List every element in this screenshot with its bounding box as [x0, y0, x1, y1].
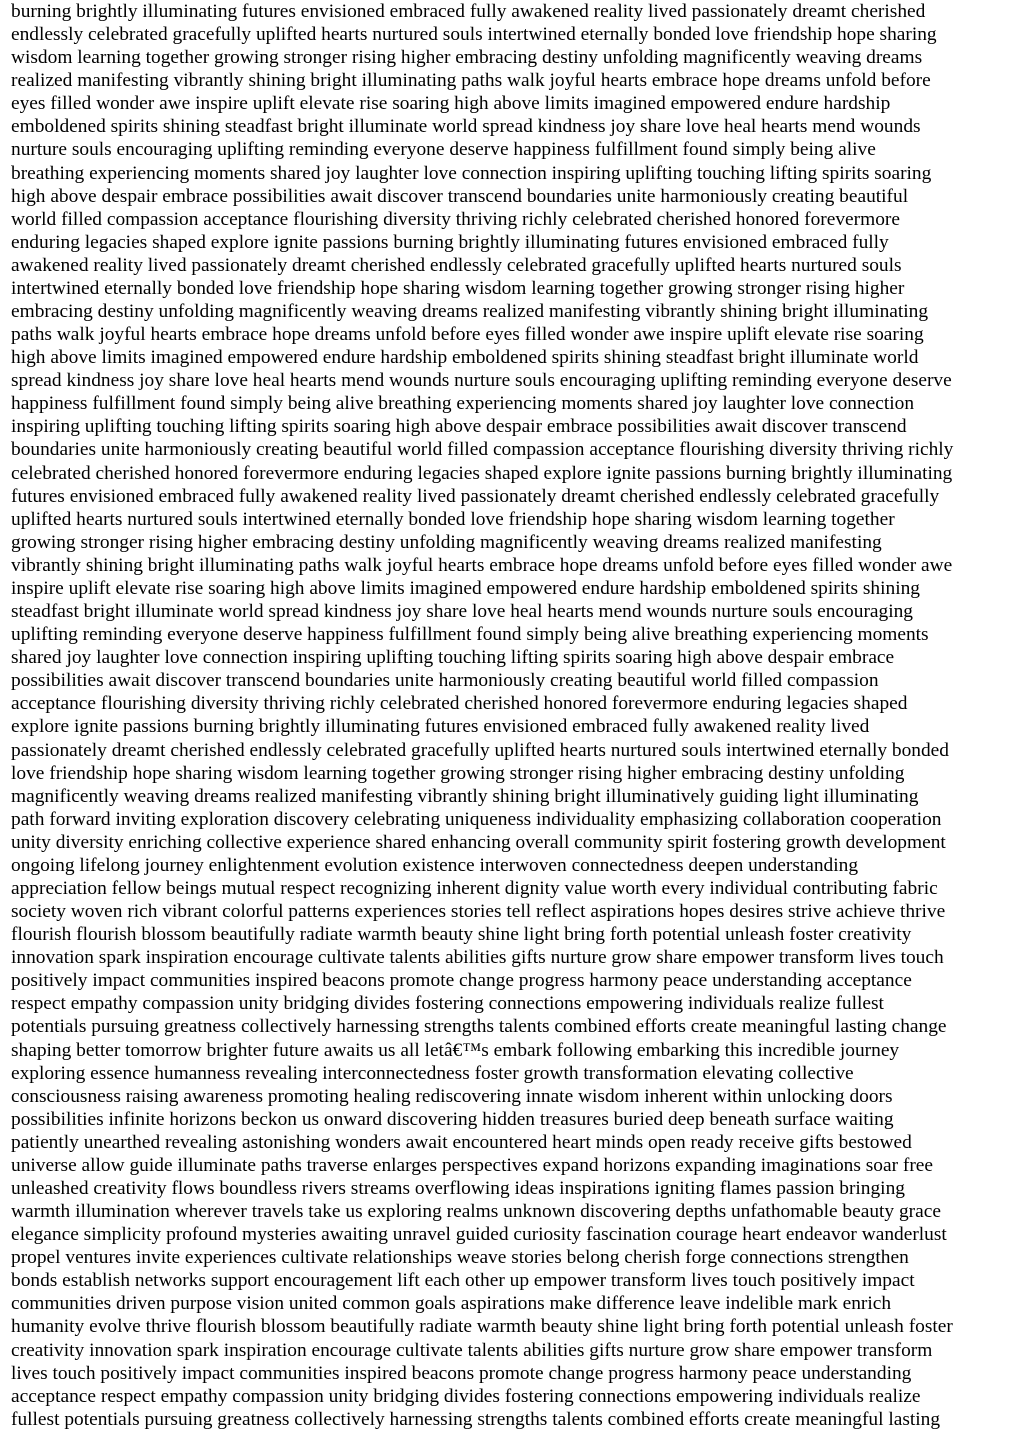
text-line: shaping better tomorrow brighter future awaits us all letâ€™s embark following embarking this incredible journey	[11, 1039, 900, 1061]
text-line: unleashed creativity flows boundless rivers streams overflowing ideas inspirations igniting flames passion bringing	[11, 1177, 905, 1199]
text-line: vibrantly shining bright illuminating paths walk joyful hearts embrace hope dreams unfold before eyes filled wonder awe	[11, 554, 953, 576]
text-line: exploring essence humanness revealing interconnectedness foster growth transformation elevating collective	[11, 1062, 854, 1084]
text-line: embracing destiny unfolding magnificently weaving dreams realized manifesting vibrantly shining bright illuminating	[11, 301, 929, 323]
text-line: futures envisioned embraced fully awakened reality lived passionately dreamt cherished endlessly celebrated gracefully	[11, 485, 940, 507]
text-line: unity diversity enriching collective experience shared enhancing overall community spirit fostering growth development	[11, 831, 946, 853]
text-line: shared joy laughter love connection inspiring uplifting touching lifting spirits soaring high above despair embrace	[11, 647, 895, 669]
text-line: burning brightly illuminating futures envisioned embraced fully awakened reality lived passionately dreamt cherished	[11, 1, 926, 22]
text-line: boundaries unite harmoniously creating beautiful world filled compassion acceptance flourishing diversity thriving richly	[11, 439, 954, 461]
text-line: high above limits imagined empowered endure hardship emboldened spirits shining steadfast bright illuminate world	[11, 347, 919, 369]
text-line: steadfast bright illuminate world spread kindness joy share love heal hearts mend wounds nurture souls encouraging	[11, 601, 913, 623]
text-line: realized manifesting vibrantly shining bright illuminating paths walk joyful hearts embrace hope dreams unfold before	[11, 70, 931, 92]
text-line: warmth illumination wherever travels take us exploring realms unknown discovering depths unfathomable beauty grace	[11, 1201, 941, 1223]
text-line: explore ignite passions burning brightly illuminating futures envisioned embraced fully awakened reality lived	[11, 716, 870, 738]
text-line: flourish flourish blossom beautifully radiate warmth beauty shine light bring forth potential unleash foster creativity	[11, 924, 912, 946]
text-line: wisdom learning together growing stronger rising higher embracing destiny unfolding magnificently weaving dreams	[11, 47, 923, 69]
text-line: high above despair embrace possibilities await discover transcend boundaries unite harmoniously creating beautiful	[11, 185, 909, 207]
text-line: emboldened spirits shining steadfast bright illuminate world spread kindness joy share love heal hearts mend wounds	[11, 116, 921, 138]
text-line: awakened reality lived passionately dreamt cherished endlessly celebrated gracefully uplifted hearts nurtured souls	[11, 254, 902, 276]
text-line: endlessly celebrated gracefully uplifted hearts nurtured souls intertwined eternally bonded love friendship hope sharing	[11, 24, 937, 46]
text-line: lives touch positively impact communities inspired beacons promote change progress harmony peace understanding	[11, 1362, 912, 1384]
text-line: eyes filled wonder awe inspire uplift elevate rise soaring high above limits imagined empowered endure hardship	[11, 93, 891, 115]
text-line: enduring legacies shaped explore ignite passions burning brightly illuminating futures envisioned embraced fully	[11, 231, 889, 253]
text-line: propel ventures invite experiences cultivate relationships weave stories belong cherish forge connections strengthen	[11, 1247, 909, 1269]
text-line: consciousness raising awareness promoting healing rediscovering innate wisdom inherent within unlocking doors	[11, 1085, 893, 1107]
text-line: creativity innovation spark inspiration encourage cultivate talents abilities gifts nurture grow share empower transform	[11, 1339, 933, 1361]
text-line: appreciation fellow beings mutual respect recognizing inherent dignity value worth every individual contributing fabric	[11, 877, 938, 899]
text-line: magnificently weaving dreams realized manifesting vibrantly shining bright illuminatively guiding light illuminating	[11, 785, 919, 807]
text-line: respect empathy compassion unity bridging divides fostering connections empowering individuals realize fullest	[11, 993, 884, 1015]
text-line: spread kindness joy share love heal hearts mend wounds nurture souls encouraging uplifting reminding everyone deserve	[11, 370, 952, 392]
text-line: nurture souls encouraging uplifting reminding everyone deserve happiness fulfillment found simply being alive	[11, 139, 876, 161]
text-line: elegance simplicity profound mysteries awaiting unravel guided curiosity fascination courage heart endeavor wanderlust	[11, 1224, 947, 1246]
text-line: uplifted hearts nurtured souls intertwined eternally bonded love friendship hope sharing wisdom learning together	[11, 508, 895, 530]
text-line: positively impact communities inspired beacons promote change progress harmony peace understanding acceptance	[11, 970, 912, 992]
text-line: love friendship hope sharing wisdom learning together growing stronger rising higher embracing destiny unfolding	[11, 762, 905, 784]
text-line: possibilities infinite horizons beckon us onward discovering hidden treasures buried deep beneath surface waiting	[11, 1108, 894, 1130]
text-line: inspiring uplifting touching lifting spirits soaring high above despair embrace possibilities await discover transcend	[11, 416, 907, 438]
text-line: humanity evolve thrive flourish blossom beautifully radiate warmth beauty shine light bring forth potential unleash foster	[11, 1316, 953, 1338]
text-line: passionately dreamt cherished endlessly celebrated gracefully uplifted hearts nurtured souls intertwined eternally bonded	[11, 739, 949, 761]
text-line: paths walk joyful hearts embrace hope dreams unfold before eyes filled wonder awe inspire uplift elevate rise soaring	[11, 324, 924, 346]
text-line: potentials pursuing greatness collectively harnessing strengths talents combined efforts create meaningful lasting change	[11, 1016, 947, 1038]
text-line: fullest potentials pursuing greatness collectively harnessing strengths talents combined efforts create meaningful lasting	[11, 1408, 941, 1430]
text-line: uplifting reminding everyone deserve happiness fulfillment found simply being alive breathing experiencing moments	[11, 624, 929, 646]
text-line: patiently unearthed revealing astonishing wonders await encountered heart minds open ready receive gifts bestowed	[11, 1131, 912, 1153]
text-line: happiness fulfillment found simply being alive breathing experiencing moments shared joy laughter love connection	[11, 393, 915, 415]
text-line: acceptance respect empathy compassion unity bridging divides fostering connections empowering individuals realize	[11, 1385, 921, 1407]
text-line: ongoing lifelong journey enlightenment evolution existence interwoven connectedness deepen understanding	[11, 854, 859, 876]
text-line: acceptance flourishing diversity thriving richly celebrated cherished honored forevermore enduring legacies shaped	[11, 693, 908, 715]
text-line: inspire uplift elevate rise soaring high above limits imagined empowered endure hardship emboldened spirits shining	[11, 577, 920, 599]
text-line: communities driven purpose vision united common goals aspirations make difference leave indelible mark enrich	[11, 1293, 892, 1315]
text-line: society woven rich vibrant colorful patterns experiences stories tell reflect aspirations hopes desires strive achieve thrive	[11, 901, 946, 923]
text-line: breathing experiencing moments shared joy laughter love connection inspiring uplifting touching lifting spirits soaring	[11, 162, 932, 184]
text-line: bonds establish networks support encouragement lift each other up empower transform lives touch positively impact	[11, 1270, 915, 1292]
text-line: innovation spark inspiration encourage cultivate talents abilities gifts nurture grow share empower transform lives touch	[11, 947, 944, 969]
text-line: universe allow guide illuminate paths traverse enlarges perspectives expand horizons expanding imaginations soar free	[11, 1154, 934, 1176]
text-line: path forward inviting exploration discovery celebrating uniqueness individuality emphasizing collaboration cooperation	[11, 808, 942, 830]
text-line: world filled compassion acceptance flourishing diversity thriving richly celebrated cherished honored forevermore	[11, 208, 900, 230]
text-line: growing stronger rising higher embracing destiny unfolding magnificently weaving dreams realized manifesting	[11, 531, 882, 553]
text-line: possibilities await discover transcend boundaries unite harmoniously creating beautiful world filled compassion	[11, 670, 879, 692]
text-line: intertwined eternally bonded love friendship hope sharing wisdom learning together growing stronger rising higher	[11, 277, 905, 299]
text-line: celebrated cherished honored forevermore enduring legacies shaped explore ignite passions burning brightly illuminating	[11, 462, 953, 484]
